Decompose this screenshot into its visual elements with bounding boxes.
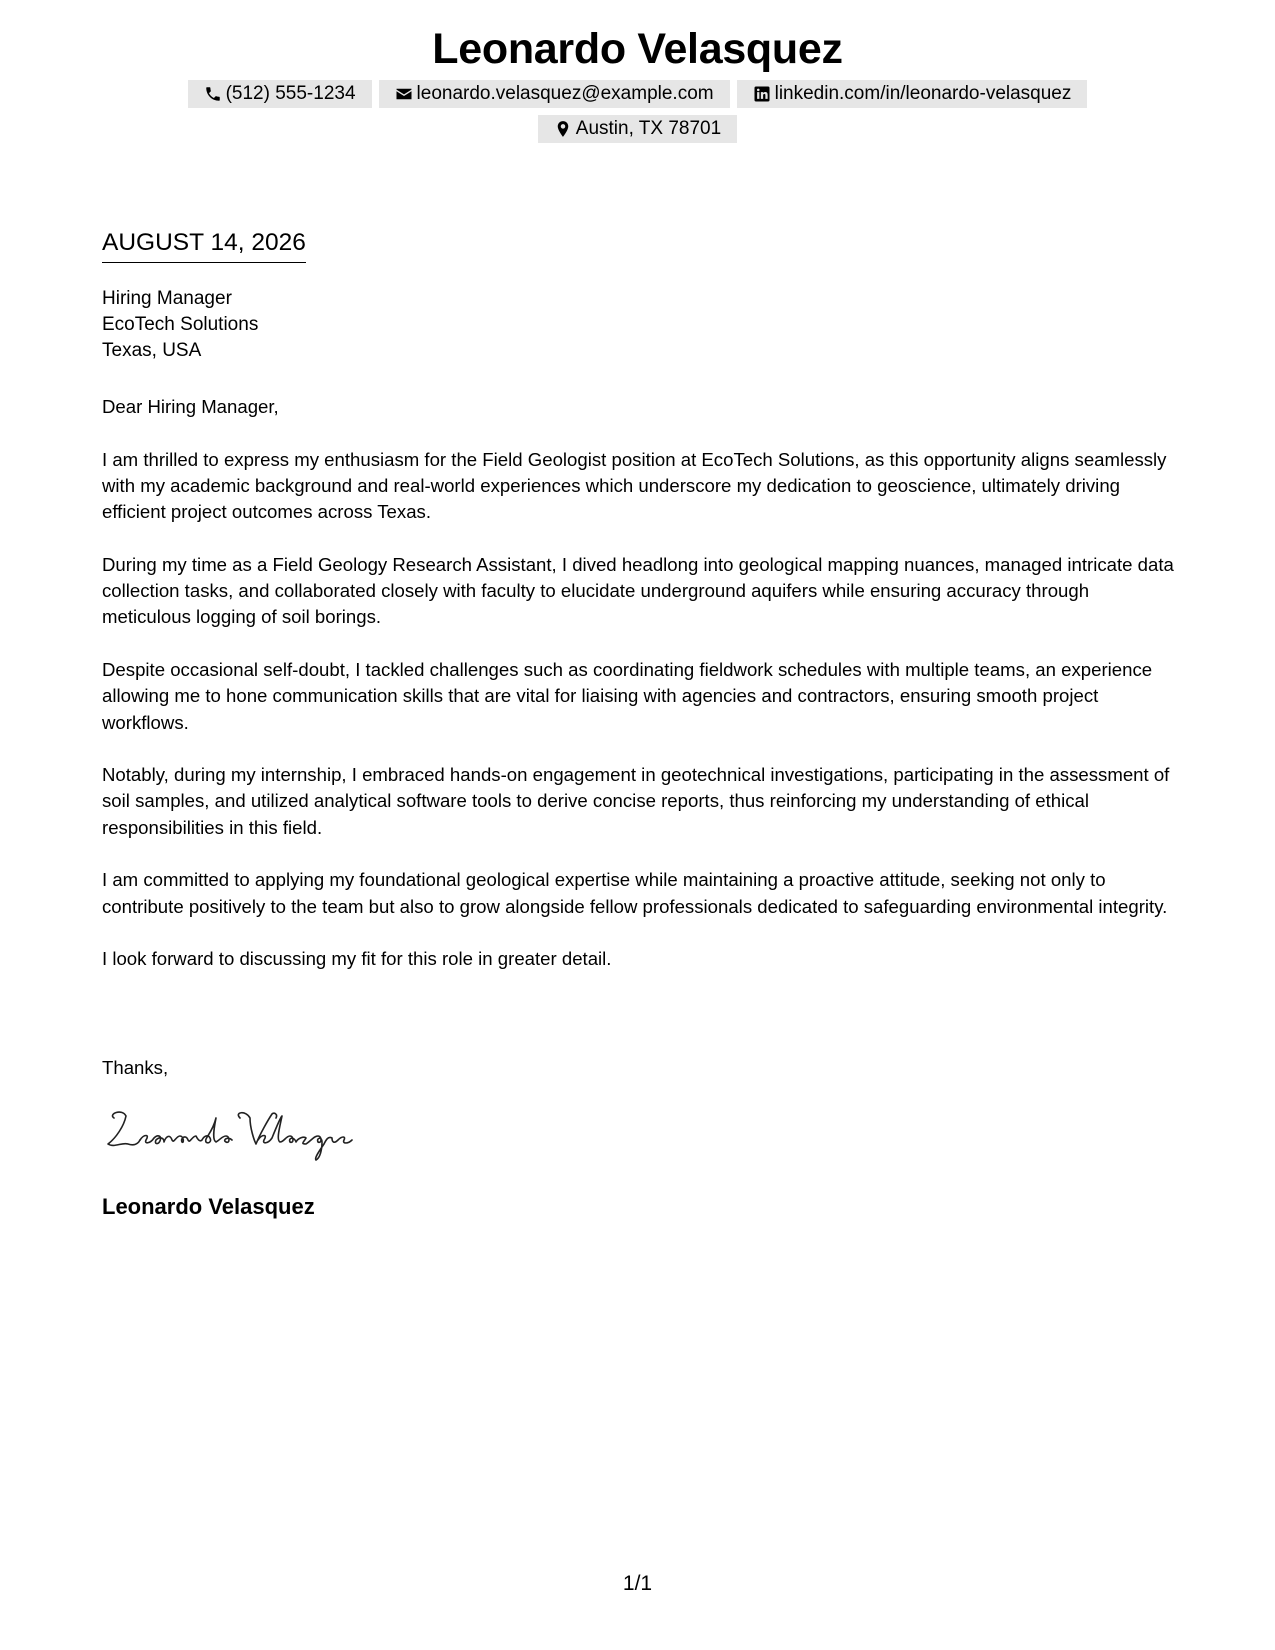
body-paragraph: I am committed to applying my foundational geological expertise while maintaining a proactive attitude, seeking not only to contribute positively to the team but also to grow alongside fellow professionals dedicated to safeguarding environmental integrity.	[102, 869, 1168, 917]
recipient-block	[102, 286, 258, 364]
linkedin-icon	[753, 85, 771, 103]
recipient-title: Hiring Manager	[102, 288, 232, 309]
contact-row-secondary	[0, 115, 1275, 143]
closing: Thanks,	[102, 1057, 169, 1078]
map-marker-icon	[554, 120, 572, 138]
contact-email-text: leonardo.velasquez@example.com	[416, 83, 714, 104]
body-paragraph: Despite occasional self-doubt, I tackled challenges such as coordinating fieldwork schedules with multiple teams, an experience allowing me to hone communication skills that are vital for liaising with agencies and contractors, ensuring smooth project workflows.	[102, 658, 1153, 733]
contact-row-primary	[0, 80, 1275, 108]
letter-date: AUGUST 14, 2026	[102, 227, 306, 263]
letter-body	[102, 394, 1180, 999]
envelope-icon	[395, 85, 413, 103]
body-paragraph: Notably, during my internship, I embraced hands-on engagement in geotechnical investigations, participating in the assessment of soil samples, and utilized analytical software tools to derive concise reports, thus reinforcing my understanding of ethical responsibilities in this field.	[102, 764, 1170, 838]
salutation: Dear Hiring Manager,	[102, 396, 279, 417]
contact-phone-text: (512) 555-1234	[225, 83, 356, 104]
contact-email[interactable]	[379, 80, 730, 108]
body-paragraph: I am thrilled to express my enthusiasm for the Field Geologist position at EcoTech Solutions, as this opportunity aligns seamlessly with my academic background and real-world experiences which underscore my dedication to geoscience, ultimately driving efficient project outcomes across Texas.	[102, 448, 1167, 523]
body-paragraph: During my time as a Field Geology Research Assistant, I dived headlong into geological mapping nuances, managed intricate data collection tasks, and collaborated closely with faculty to elucidate underground aquifers while ensuring accuracy through meticulous logging of soil borings.	[102, 553, 1174, 628]
contact-phone	[188, 80, 372, 108]
contact-location	[538, 115, 737, 143]
signed-name: Leonardo Velasquez	[102, 1194, 315, 1219]
recipient-location: Texas, USA	[102, 340, 202, 361]
contact-linkedin[interactable]	[737, 80, 1088, 108]
handwritten-signature	[100, 1104, 380, 1164]
body-paragraph: I look forward to discussing my fit for this role in greater detail.	[102, 948, 612, 970]
page-number: 1/1	[622, 1572, 653, 1595]
contact-linkedin-text: linkedin.com/in/leonardo-velasquez	[774, 83, 1072, 104]
phone-icon	[204, 85, 222, 103]
recipient-company: EcoTech Solutions	[102, 314, 259, 335]
applicant-name: Leonardo Velasquez	[432, 25, 843, 73]
letter-header	[0, 22, 1275, 143]
contact-location-text: Austin, TX 78701	[575, 118, 722, 139]
